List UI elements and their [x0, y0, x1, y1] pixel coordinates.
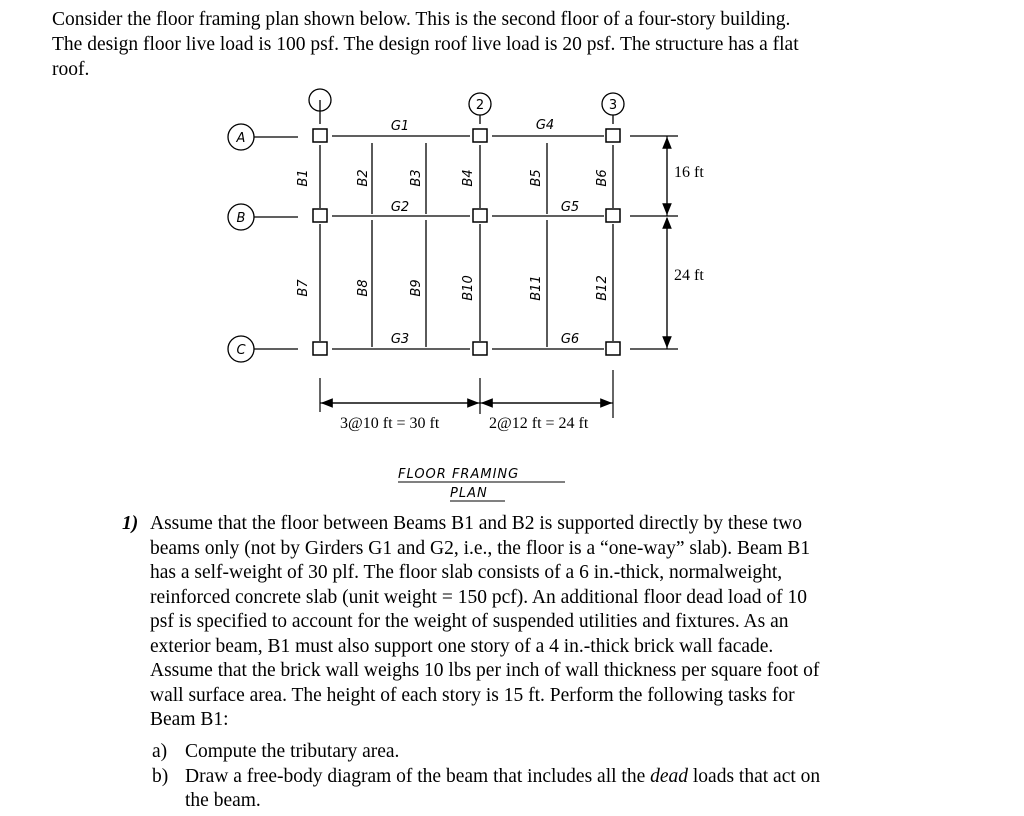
grid-label-2: 2: [475, 98, 485, 113]
dimension-24ft: 24 ft: [674, 267, 704, 284]
task-b-label: b): [152, 766, 169, 787]
grid-label-3: 3: [608, 98, 618, 113]
intro-line-2: The design floor live load is 100 psf. The design roof live load is 20 psf. The structure has a flat: [52, 34, 799, 55]
question-number: 1): [122, 513, 139, 534]
beam-label: B10: [461, 275, 476, 301]
question-line: wall surface area. The height of each story is 15 ft. Perform the following tasks for: [150, 684, 795, 706]
question-line: beams only (not by Girders G1 and G2, i.e., the floor is a “one-way” slab). Beam B1: [150, 537, 811, 559]
task-a-text: Compute the tributary area.: [185, 741, 400, 762]
girder-lines: [332, 136, 604, 349]
beam-label: B9: [409, 279, 424, 297]
beam-label: B5: [529, 169, 544, 187]
task-b-emphasis: dead: [650, 766, 689, 787]
beam-label: B1: [296, 169, 311, 187]
task-b-text-part: loads that act on: [688, 766, 821, 787]
dimension-24ft-horizontal: 2@12 ft = 24 ft: [489, 415, 589, 432]
grid-label-c: C: [236, 343, 246, 358]
intro-line-3: roof.: [52, 59, 90, 80]
question-line: Assume that the floor between Beams B1 and B2 is supported directly by these two: [150, 513, 803, 534]
beam-label: B7: [296, 279, 311, 297]
question-line: reinforced concrete slab (unit weight = 150 pcf). An additional floor dead load of 10: [150, 586, 807, 608]
girder-label: G5: [560, 200, 580, 215]
girder-label: G3: [390, 332, 410, 347]
question-line: Assume that the brick wall weighs 10 lbs per inch of wall thickness per square foot of: [150, 660, 820, 681]
grid-label-b: B: [236, 211, 246, 226]
girder-label: G4: [535, 118, 555, 133]
grid-label-a: A: [236, 131, 246, 146]
beam-label: B8: [356, 279, 371, 297]
question-line: exterior beam, B1 must also support one story of a 4 in.-thick brick wall facade.: [150, 635, 774, 657]
dimension-30ft: 3@10 ft = 30 ft: [340, 415, 440, 432]
girder-label: G1: [390, 119, 410, 134]
dimension-16ft: 16 ft: [674, 164, 704, 181]
beam-label: B6: [595, 169, 610, 187]
horizontal-dimension: [320, 370, 613, 418]
task-b-text: [185, 765, 820, 789]
question-line: Beam B1:: [150, 709, 229, 730]
girder-label: G6: [560, 332, 580, 347]
beam-label: B4: [461, 169, 476, 187]
task-a-label: a): [152, 741, 168, 762]
beam-label: B11: [529, 275, 544, 301]
plan-title-line-2: PLAN: [450, 486, 488, 501]
task-b-text-part: Draw a free-body diagram of the beam that includes all the: [185, 766, 651, 787]
beam-label: B12: [595, 275, 610, 301]
plan-title-line-1: FLOOR FRAMING: [398, 467, 520, 482]
beam-label: B2: [356, 169, 371, 187]
vertical-dimension: [630, 136, 678, 349]
question-line: psf is specified to account for the weight of suspended utilities and fixtures. As an: [150, 611, 789, 632]
girder-label: G2: [390, 200, 410, 215]
intro-line-1: Consider the floor framing plan shown below. This is the second floor of a four-story building.: [52, 9, 791, 30]
task-b-text-continued: the beam.: [185, 790, 261, 811]
beam-label: B3: [409, 169, 424, 187]
question-line: has a self-weight of 30 plf. The floor slab consists of a 6 in.-thick, normalweight,: [150, 562, 783, 583]
columns: [313, 129, 620, 355]
